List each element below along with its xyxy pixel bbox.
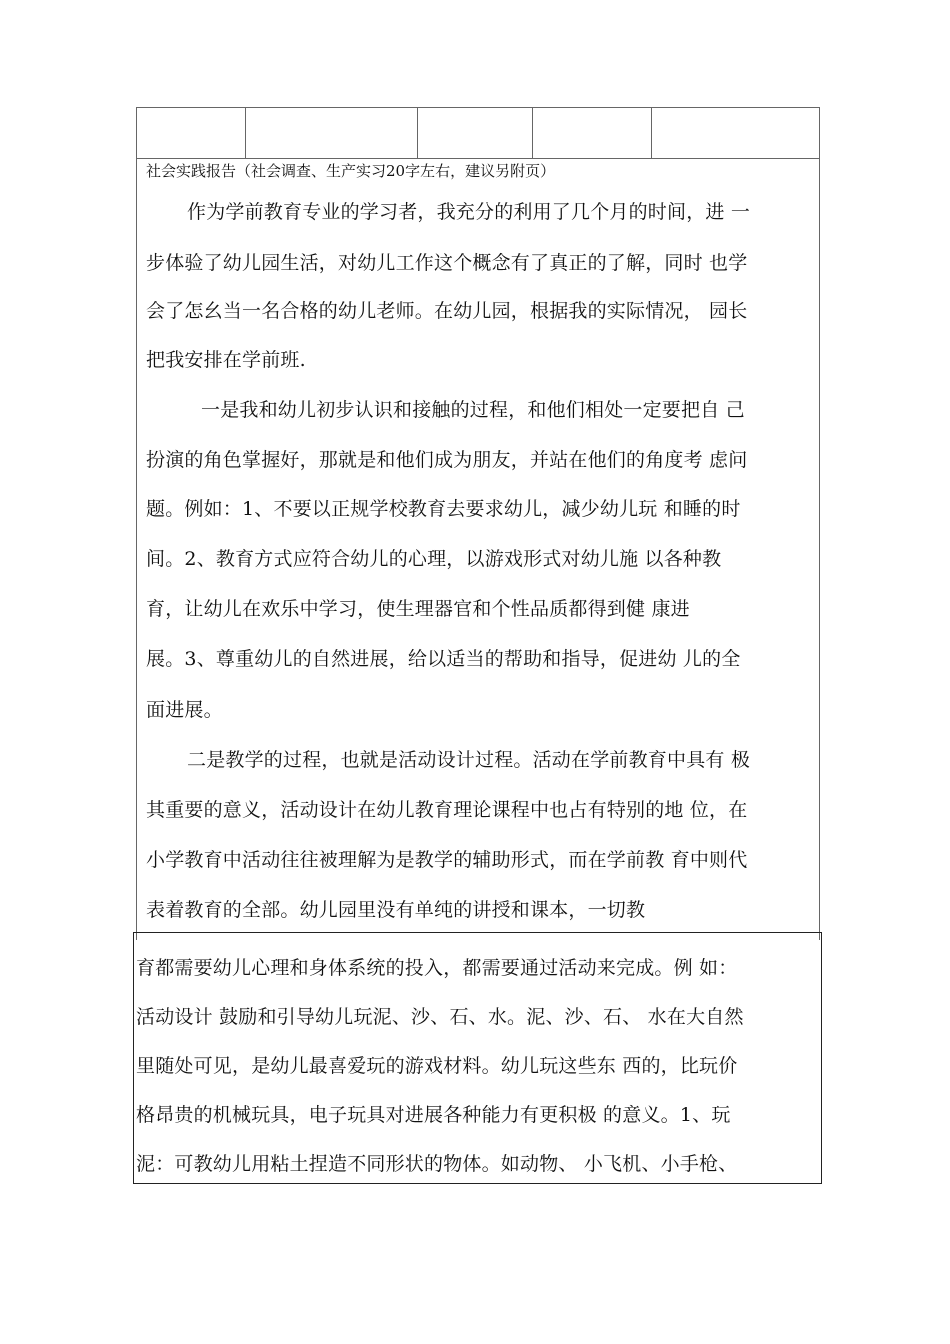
table-cell	[533, 108, 652, 158]
paragraph-line: 其重要的意义，活动设计在幼儿教育理论课程中也占有特别的地 位，在	[146, 799, 748, 821]
table-cell	[137, 108, 246, 158]
paragraph-line: 育都需要幼儿心理和身体系统的投入，都需要通过活动来完成。例 如：	[136, 957, 738, 979]
paragraph-line: 活动设计 鼓励和引导幼儿玩泥、沙、石、水。泥、沙、石、 水在大自然	[136, 1006, 744, 1028]
paragraph-line: 格昂贵的机械玩具，电子玩具对进展各种能力有更积极 的意义。1、玩	[136, 1104, 731, 1126]
paragraph-line: 小学教育中活动往往被理解为是教学的辅助形式，而在学前教 育中则代	[146, 849, 748, 871]
paragraph-line: 间。2、教育方式应符合幼儿的心理，以游戏形式对幼儿施 以各种教	[146, 548, 722, 570]
table-cell	[246, 108, 418, 158]
paragraph-line: 作为学前教育专业的学习者，我充分的利用了几个月的时间，进 一	[187, 201, 751, 223]
paragraph-line: 泥：可教幼儿用粘土捏造不同形状的物体。如动物、 小飞机、小手枪、	[136, 1153, 738, 1175]
report-caption: 社会实践报告（社会调查、生产实习20字左右，建议另附页）	[146, 162, 556, 180]
table-cell	[652, 108, 819, 158]
paragraph-line: 里随处可见，是幼儿最喜爱玩的游戏材料。幼儿玩这些东 西的，比玩价	[136, 1055, 738, 1077]
paragraph-line: 把我安排在学前班.	[146, 349, 306, 371]
paragraph-line: 一是我和幼儿初步认识和接触的过程，和他们相处一定要把自 己	[201, 399, 745, 421]
table-cell	[418, 108, 533, 158]
paragraph-line: 面进展。	[146, 699, 223, 721]
table-header-row	[136, 107, 820, 158]
paragraph-line: 题。例如：1、不要以正规学校教育去要求幼儿，减少幼儿玩 和睡的时	[146, 498, 741, 520]
paragraph-line: 二是教学的过程，也就是活动设计过程。活动在学前教育中具有 极	[187, 749, 751, 771]
paragraph-line: 表着教育的全部。幼儿园里没有单纯的讲授和课本，一切教	[146, 899, 646, 921]
paragraph-line: 展。3、尊重幼儿的自然进展，给以适当的帮助和指导，促进幼 儿的全	[146, 648, 741, 670]
paragraph-line: 会了怎幺当一名合格的幼儿老师。在幼儿园，根据我的实际情况， 园长	[146, 300, 748, 322]
paragraph-line: 育，让幼儿在欢乐中学习，使生理器官和个性品质都得到健 康进	[146, 598, 690, 620]
paragraph-line: 扮演的角色掌握好，那就是和他们成为朋友，并站在他们的角度考 虑问	[146, 449, 748, 471]
paragraph-line: 步体验了幼儿园生活，对幼儿工作这个概念有了真正的了解，同时 也学	[146, 252, 748, 274]
